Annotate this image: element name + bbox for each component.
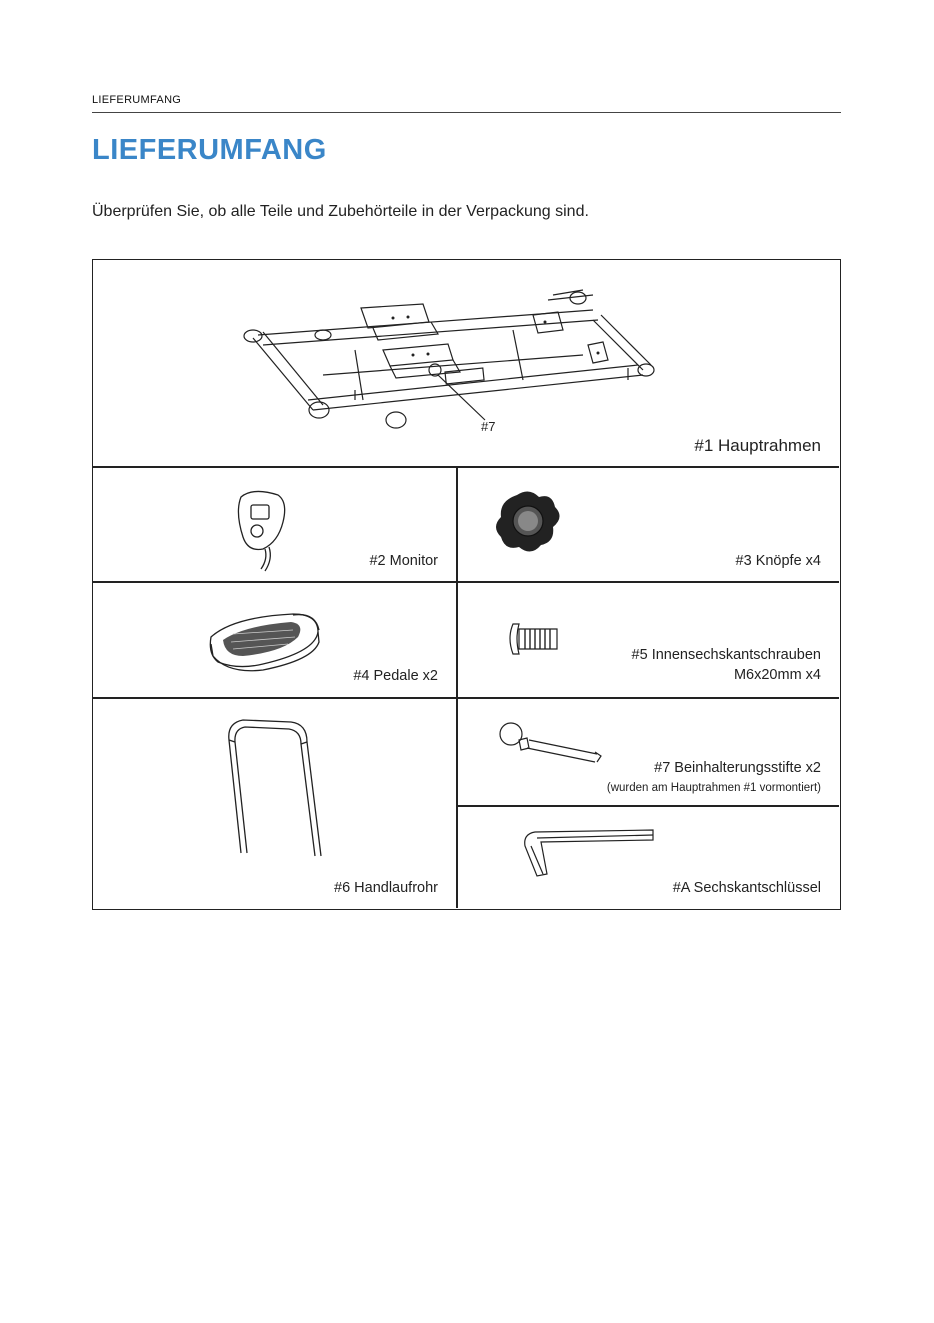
- label-monitor: #2 Monitor: [369, 553, 438, 569]
- page-title: LIEFERUMFANG: [92, 134, 327, 166]
- header-rule: [92, 112, 841, 113]
- part-cell-knob: [457, 467, 839, 581]
- label-knob: #3 Knöpfe x4: [735, 553, 821, 569]
- label-pedal: #4 Pedale x2: [353, 668, 438, 684]
- label-main-frame: #1 Hauptrahmen: [694, 436, 821, 455]
- intro-text: Überprüfen Sie, ob alle Teile und Zubehörteile in der Verpackung sind.: [92, 203, 589, 220]
- running-header: LIEFERUMFANG: [92, 94, 182, 106]
- part-cell-hex-key: [457, 806, 839, 908]
- label-leg-pin: #7 Beinhalterungsstifte x2: [654, 760, 821, 776]
- label-bolt-line2: M6x20mm x4: [733, 667, 821, 683]
- handrail-tube-icon: [93, 698, 456, 908]
- part-cell-leg-pin: [457, 698, 839, 805]
- label-handrail: #6 Handlaufrohr: [334, 880, 438, 896]
- label-bolt-line1: #5 Innensechskantschrauben: [631, 647, 821, 663]
- part-cell-bolt: [457, 582, 839, 697]
- note-leg-pin: (wurden am Hauptrahmen #1 vormontiert): [606, 782, 821, 794]
- part-cell-handrail: [93, 698, 456, 908]
- part-cell-main-frame: [93, 260, 839, 466]
- parts-table: [92, 259, 841, 910]
- part-cell-pedal: [93, 582, 456, 697]
- part-cell-monitor: [93, 467, 456, 581]
- label-hex-key: #A Sechskantschlüssel: [672, 880, 821, 896]
- callout-7: #7: [481, 419, 496, 434]
